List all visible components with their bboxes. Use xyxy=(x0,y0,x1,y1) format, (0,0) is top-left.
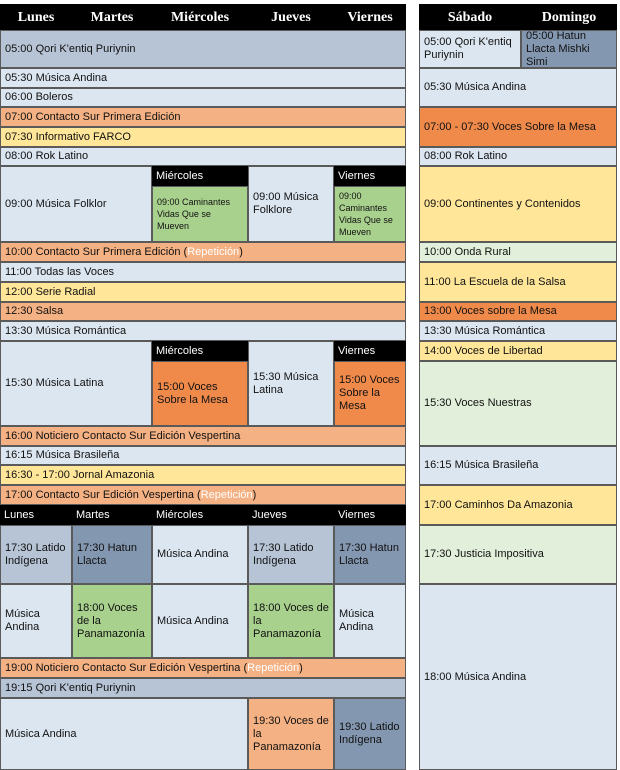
slot-0900-musica-folklor: 09:00 Música Folklor xyxy=(0,166,152,242)
slot-0900-caminantes-viernes: 09:00 Caminantes Vidas Que se Mueven xyxy=(334,186,406,242)
slot-label-close: ) xyxy=(252,488,257,501)
slot-0500-qori: 05:00 Qori K'entiq Puriynin xyxy=(0,30,406,68)
slot-1730-latido-indigena-lunes: 17:30 Latido Indígena xyxy=(0,525,72,584)
repeticion-label: Repetición xyxy=(187,245,240,258)
slot-label: 17:00 Contacto Sur Edición Vespertina ( xyxy=(5,488,201,501)
slot-1930-voces-panamazonia-jueves: 19:30 Voces de la Panamazonía xyxy=(248,698,334,770)
slot-label-close: ) xyxy=(239,245,243,258)
slot-1630-jornal-amazonia: 16:30 - 17:00 Jornal Amazonia xyxy=(0,465,406,485)
slot-0600-boleros: 06:00 Boleros xyxy=(0,88,406,107)
header-domingo: Domingo xyxy=(521,4,617,30)
weekend-1300-voces-sobre-la-mesa: 13:00 Voces sobre la Mesa xyxy=(419,302,617,321)
weekend-1530-voces-nuestras: 15:30 Voces Nuestras xyxy=(419,361,617,446)
weekend-1700-caminhos-amazonia: 17:00 Caminhos Da Amazonia xyxy=(419,485,617,525)
sub-header-lunes: Lunes xyxy=(0,505,72,525)
slot-1730-hatun-llacta-martes: 17:30 Hatun Llacta xyxy=(72,525,152,584)
slot-1530-musica-latina: 15:30 Música Latina xyxy=(0,341,152,426)
weekend-1100-escuela-salsa: 11:00 La Escuela de la Salsa xyxy=(419,262,617,302)
slot-0530-musica-andina: 05:30 Música Andina xyxy=(0,68,406,88)
slot-0900-folklore-jueves: 09:00 Música Folklore xyxy=(248,166,334,242)
sub-header-viernes: Viernes xyxy=(334,166,406,186)
weekend-1400-voces-de-libertad: 14:00 Voces de Libertad xyxy=(419,341,617,361)
weekend-1730-justicia-impositiva: 17:30 Justicia Impositiva xyxy=(419,525,617,584)
slot-musica-andina-miercoles-2: Música Andina xyxy=(152,584,248,658)
slot-1230-salsa: 12:30 Salsa xyxy=(0,302,406,321)
slot-1330-musica-romantica: 13:30 Música Romántica xyxy=(0,321,406,341)
header-lunes: Lunes xyxy=(0,4,72,30)
slot-1800-voces-panamazonia-jueves: 18:00 Voces de la Panamazonía xyxy=(248,584,334,658)
slot-1930-latido-indigena-viernes: 19:30 Latido Indígena xyxy=(334,698,406,770)
slot-1600-noticiero: 16:00 Noticiero Contacto Sur Edición Vespertina xyxy=(0,426,406,446)
weekend-1330-musica-romantica: 13:30 Música Romántica xyxy=(419,321,617,341)
slot-0700-contacto-sur: 07:00 Contacto Sur Primera Edición xyxy=(0,107,406,127)
sub-header-viernes: Viernes xyxy=(334,341,406,361)
slot-1915-qori: 19:15 Qori K'entiq Puriynin xyxy=(0,678,406,698)
sub-header-jueves: Jueves xyxy=(248,505,334,525)
slot-0800-rok-latino: 08:00 Rok Latino xyxy=(0,147,406,166)
slot-1730-latido-indigena-jueves: 17:30 Latido Indígena xyxy=(248,525,334,584)
slot-1530-musica-latina-jueves: 15:30 Música Latina xyxy=(248,341,334,426)
slot-0900-caminantes-miercoles: 09:00 Caminantes Vidas Que se Mueven xyxy=(152,186,248,242)
weekend-0500-hatun-llacta-domingo: 05:00 Hatun Llacta Mishki Simi xyxy=(521,30,617,68)
sub-header-miercoles: Miércoles xyxy=(152,505,248,525)
weekend-0700-voces-sobre-la-mesa: 07:00 - 07:30 Voces Sobre la Mesa xyxy=(419,107,617,147)
header-martes: Martes xyxy=(72,4,152,30)
header-sabado: Sábado xyxy=(419,4,521,30)
slot-musica-andina-lunes: Música Andina xyxy=(0,584,72,658)
header-jueves: Jueves xyxy=(248,4,334,30)
slot-1730-hatun-llacta-viernes: 17:30 Hatun Llacta xyxy=(334,525,406,584)
slot-1100-todas-las-voces: 11:00 Todas las Voces xyxy=(0,262,406,282)
header-viernes: Viernes xyxy=(334,4,406,30)
slot-musica-andina-night: Música Andina xyxy=(0,698,248,770)
slot-label-close: ) xyxy=(299,661,303,674)
slot-1800-voces-panamazonia-martes: 18:00 Voces de la Panamazonía xyxy=(72,584,152,658)
slot-1615-musica-brasilena: 16:15 Música Brasileña xyxy=(0,446,406,465)
slot-1500-voces-sobre-la-mesa-viernes: 15:00 Voces Sobre la Mesa xyxy=(334,361,406,426)
repeticion-label: Repetición xyxy=(247,661,300,674)
slot-0730-farco: 07:30 Informativo FARCO xyxy=(0,127,406,147)
slot-1200-serie-radial: 12:00 Serie Radial xyxy=(0,282,406,302)
slot-label: 19:00 Noticiero Contacto Sur Edición Vespertina ( xyxy=(5,661,248,674)
sub-header-martes: Martes xyxy=(72,505,152,525)
sub-header-miercoles: Miércoles xyxy=(152,166,248,186)
slot-musica-andina-viernes: Música Andina xyxy=(334,584,406,658)
slot-1500-voces-sobre-la-mesa-miercoles: 15:00 Voces Sobre la Mesa xyxy=(152,361,248,426)
weekend-1615-musica-brasilena: 16:15 Música Brasileña xyxy=(419,446,617,485)
weekend-1000-onda-rural: 10:00 Onda Rural xyxy=(419,242,617,262)
weekend-0900-continentes: 09:00 Continentes y Contenidos xyxy=(419,166,617,242)
slot-musica-andina-miercoles: Música Andina xyxy=(152,525,248,584)
slot-1700-contacto-sur-repeticion xyxy=(0,485,406,505)
weekend-0530-musica-andina: 05:30 Música Andina xyxy=(419,68,617,107)
repeticion-label: Repetición xyxy=(200,488,253,501)
sub-header-miercoles: Miércoles xyxy=(152,341,248,361)
sub-header-viernes: Viernes xyxy=(334,505,406,525)
weekend-0500-qori-sabado: 05:00 Qori K'entiq Puriynin xyxy=(419,30,521,68)
weekend-1800-musica-andina: 18:00 Música Andina xyxy=(419,584,617,770)
weekend-0800-rok-latino: 08:00 Rok Latino xyxy=(419,147,617,166)
slot-1900-noticiero-repeticion xyxy=(0,658,406,678)
header-miercoles: Miércoles xyxy=(152,4,248,30)
slot-1000-contacto-sur-repeticion xyxy=(0,242,406,262)
slot-label: 10:00 Contacto Sur Primera Edición ( xyxy=(5,245,188,258)
